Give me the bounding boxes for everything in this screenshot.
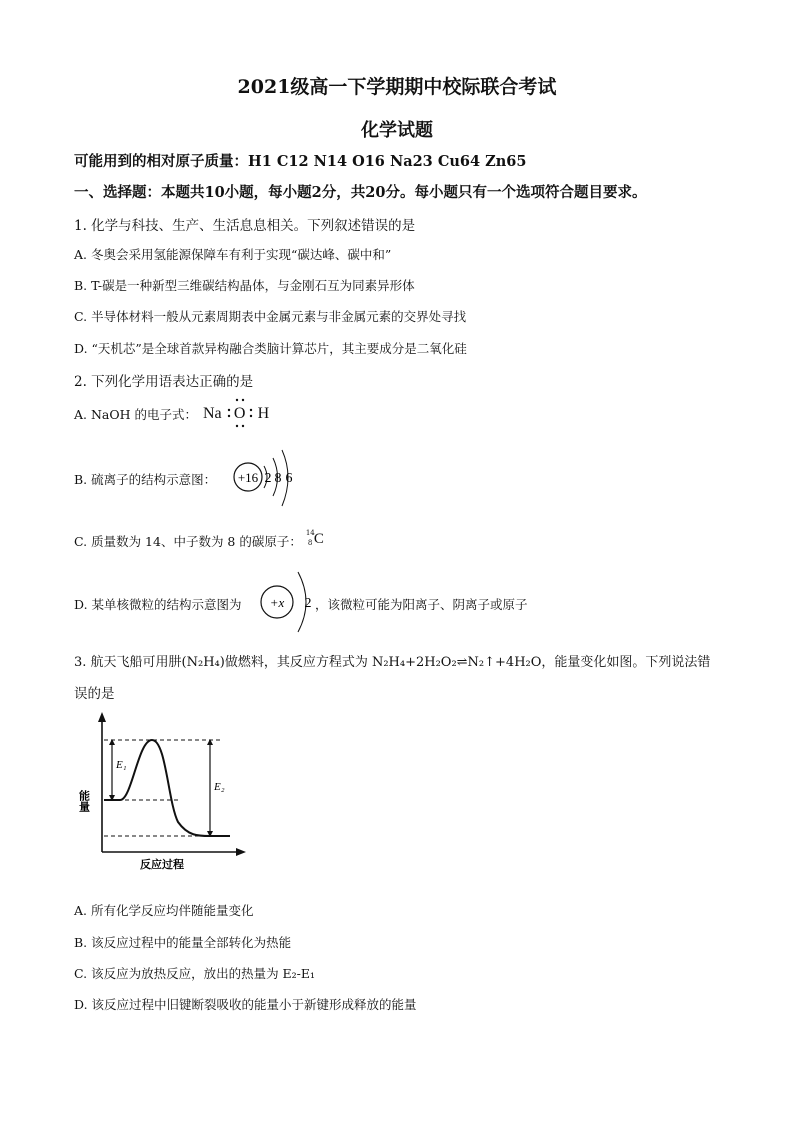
q3-option-a: A. 所有化学反应均伴随能量变化 — [74, 903, 254, 918]
nuclide-symbol — [305, 529, 328, 549]
q3-stem-line1: 3. 航天飞船可用肼(N₂H₄)做燃料，其反应方程式为 N₂H₄+2H₂O₂⇌N₂↑+4H₂O，能量变化如图。下列说法错 — [74, 655, 711, 670]
nuclide-element: C — [313, 531, 324, 547]
q3-option-c: C. 该反应为放热反应，放出的热量为 E₂-E₁ — [74, 966, 316, 981]
energy-curve — [104, 740, 230, 836]
sulfide-shell-1: 2 — [264, 471, 272, 486]
q2-option-a-label: A. NaOH 的电子式： — [74, 407, 197, 422]
particle-shell: 2 — [304, 596, 312, 611]
y-axis-label: 能量 — [77, 790, 91, 812]
sulfide-shell-3: 6 — [285, 471, 293, 486]
nuclide-mass-number: 14 — [305, 529, 315, 537]
exam-title: 2021级高一下学期期中校际联合考试 — [237, 76, 557, 98]
e1-label: E₁ — [116, 759, 127, 771]
q1-option-c: C. 半导体材料一般从元素周期表中金属元素与非金属元素的交界处寻找 — [74, 309, 467, 324]
q1-option-a: A. 冬奥会采用氢能源保障车有利于实现“碳达峰、碳中和” — [74, 247, 392, 262]
lone-pair-dots — [226, 397, 254, 429]
q2-option-d-suffix: ，该微粒可能为阳离子、阴离子或原子 — [315, 597, 528, 612]
nuclide-atomic-number: 8 — [307, 539, 313, 547]
q2-stem: 2. 下列化学用语表达正确的是 — [74, 374, 254, 390]
q3-option-d: D. 该反应过程中旧键断裂吸收的能量小于新键形成释放的能量 — [74, 997, 417, 1012]
q3-stem-line2: 误的是 — [74, 686, 115, 702]
q2-option-b-label: B. 硫离子的结构示意图： — [74, 472, 217, 487]
sulfide-nucleus: +16 — [237, 470, 259, 485]
q2-option-d-label: D. 某单核微粒的结构示意图为 — [74, 597, 242, 612]
exam-subject: 化学试题 — [361, 120, 433, 141]
q1-stem: 1. 化学与科技、生产、生活息息相关。下列叙述错误的是 — [74, 218, 416, 234]
q1-option-b: B. T-碳是一种新型三维碳结构晶体，与金刚石互为同素异形体 — [74, 278, 415, 293]
q3-option-b: B. 该反应过程中的能量全部转化为热能 — [74, 935, 292, 950]
q1-option-d: D. “天机芯”是全球首款异构融合类脑计算芯片，其主要成分是二氧化硅 — [74, 341, 467, 356]
energy-diagram — [70, 712, 250, 872]
q2-option-a — [74, 405, 271, 423]
electron-formula — [201, 405, 271, 423]
q2-option-c — [74, 529, 328, 550]
particle-diagram — [256, 568, 316, 636]
q2-option-c-label: C. 质量数为 14、中子数为 8 的碳原子： — [74, 534, 302, 549]
section1-heading: 一、选择题：本题共10小题，每小题2分，共20分。每小题只有一个选项符合题目要求。 — [74, 184, 647, 201]
x-axis-arrow — [236, 848, 246, 856]
formula-oxygen: O — [226, 405, 254, 423]
atomic-masses: 可能用到的相对原子质量：H1 C12 N14 O16 Na23 Cu64 Zn65 — [74, 153, 527, 170]
sulfide-ion-diagram — [228, 446, 308, 514]
formula-h: H — [257, 405, 270, 422]
formula-na: Na — [202, 405, 222, 422]
x-axis-label: 反应过程 — [140, 858, 184, 871]
sulfide-shell-2: 8 — [274, 471, 282, 486]
e2-label: E₂ — [214, 781, 225, 793]
particle-nucleus: +x — [269, 595, 285, 610]
y-axis-arrow — [98, 712, 106, 722]
